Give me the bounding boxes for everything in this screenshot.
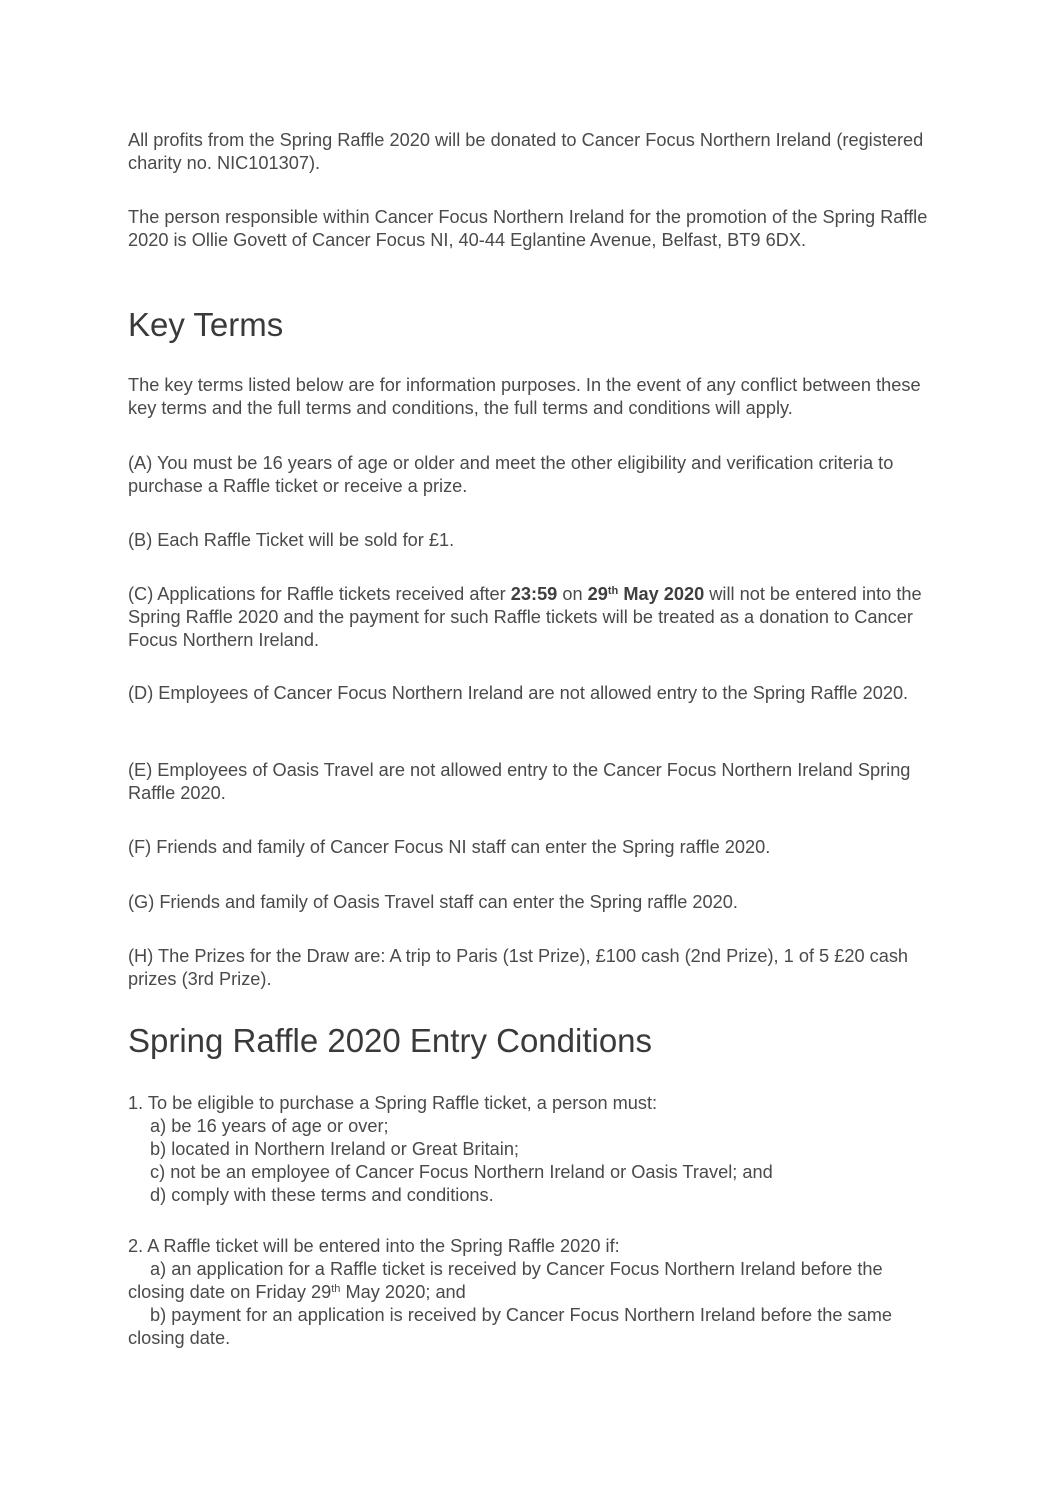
condition-2-date-suffix: th xyxy=(331,1283,341,1295)
entry-condition-2-lead: 2. A Raffle ticket will be entered into the Spring Raffle 2020 if: xyxy=(128,1236,620,1256)
closing-time: 23:59 xyxy=(510,584,558,604)
entry-condition-1 xyxy=(128,1092,940,1207)
key-term-c-post: will not be entered into the Spring Raffle 2020 and the payment for such Raffle tickets will be treated as a donation to Cancer Focus Northern Ireland. xyxy=(128,584,922,650)
condition-2-item-b: b) payment for an application is received by Cancer Focus Northern Ireland before the same closing date. xyxy=(128,1305,893,1348)
condition-1-item: d) comply with these terms and conditions. xyxy=(150,1185,494,1205)
key-term-e: (E) Employees of Oasis Travel are not allowed entry to the Cancer Focus Northern Ireland Spring Raffle 2020. xyxy=(128,760,911,803)
entry-conditions-heading: Spring Raffle 2020 Entry Conditions xyxy=(128,1022,653,1059)
key-term-c-pre: (C) Applications for Raffle tickets received after xyxy=(128,584,511,604)
key-term-a: (A) You must be 16 years of age or older and meet the other eligibility and verification criteria to purchase a Raffle ticket or receive a prize. xyxy=(128,453,894,496)
intro-profits-paragraph: All profits from the Spring Raffle 2020 will be donated to Cancer Focus Northern Ireland (registered charity no. NIC101307). xyxy=(128,130,924,173)
key-term-h: (H) The Prizes for the Draw are: A trip to Paris (1st Prize), £100 cash (2nd Prize), 1 of 5 £20 cash prizes (3rd Prize). xyxy=(128,946,909,989)
key-term-b: (B) Each Raffle Ticket will be sold for £1. xyxy=(128,530,455,550)
key-term-d: (D) Employees of Cancer Focus Northern Ireland are not allowed entry to the Spring Raffle 2020. xyxy=(128,683,909,703)
condition-1-item: a) be 16 years of age or over; xyxy=(150,1116,389,1136)
closing-date: 29th May 2020 xyxy=(587,584,705,604)
closing-date-suffix: th xyxy=(607,585,619,597)
key-term-f: (F) Friends and family of Cancer Focus NI staff can enter the Spring raffle 2020. xyxy=(128,837,771,857)
condition-2-item-a: a) an application for a Raffle ticket is received by Cancer Focus Northern Ireland before the closing date on Friday 29th May 2020; and xyxy=(128,1259,883,1302)
intro-responsible-paragraph: The person responsible within Cancer Focus Northern Ireland for the promotion of the Spring Raffle 2020 is Ollie Govett of Cancer Focus NI, 40-44 Eglantine Avenue, Belfast, BT9 6DX. xyxy=(128,207,928,250)
key-term-c xyxy=(128,583,940,652)
condition-1-item: b) located in Northern Ireland or Great Britain; xyxy=(150,1139,519,1159)
condition-1-item: c) not be an employee of Cancer Focus Northern Ireland or Oasis Travel; and xyxy=(150,1162,773,1182)
key-term-c-on: on xyxy=(557,584,588,604)
key-terms-intro-paragraph: The key terms listed below are for information purposes. In the event of any conflict between these key terms and the full terms and conditions, the full terms and conditions will apply. xyxy=(128,375,921,418)
entry-condition-2 xyxy=(128,1235,940,1350)
key-term-g: (G) Friends and family of Oasis Travel staff can enter the Spring raffle 2020. xyxy=(128,892,738,912)
key-terms-heading: Key Terms xyxy=(128,306,284,343)
entry-condition-1-lead: 1. To be eligible to purchase a Spring Raffle ticket, a person must: xyxy=(128,1093,658,1113)
